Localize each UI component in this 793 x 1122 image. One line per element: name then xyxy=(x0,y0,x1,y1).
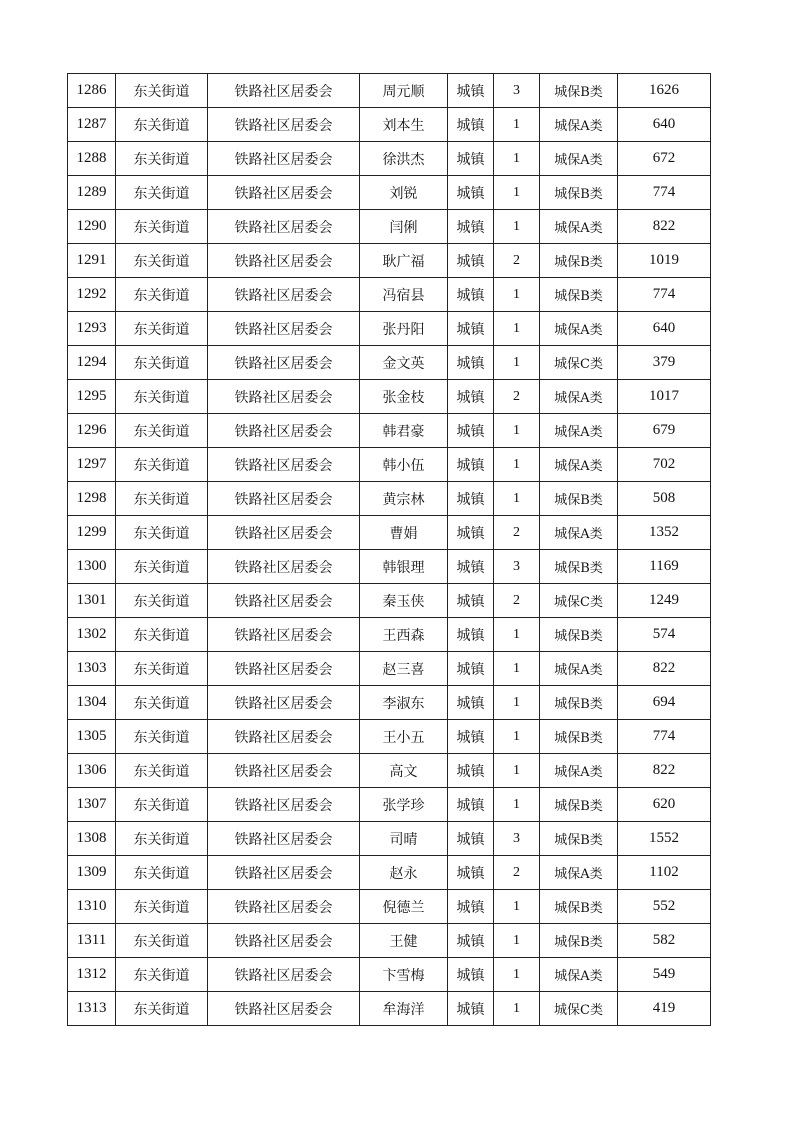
community-cell: 铁路社区居委会 xyxy=(208,244,360,278)
category-cell: 城保B类 xyxy=(540,74,618,108)
community-cell: 铁路社区居委会 xyxy=(208,686,360,720)
record-id-cell: 1287 xyxy=(68,108,116,142)
record-id-cell: 1304 xyxy=(68,686,116,720)
person-name-cell: 赵三喜 xyxy=(360,652,448,686)
category-cell: 城保C类 xyxy=(540,346,618,380)
person-name-cell: 金文英 xyxy=(360,346,448,380)
amount-cell: 1552 xyxy=(618,822,711,856)
category-cell: 城保B类 xyxy=(540,788,618,822)
area-type-cell: 城镇 xyxy=(448,142,494,176)
person-name-cell: 刘锐 xyxy=(360,176,448,210)
record-id-cell: 1311 xyxy=(68,924,116,958)
street-cell: 东关街道 xyxy=(116,210,208,244)
area-type-cell: 城镇 xyxy=(448,788,494,822)
community-cell: 铁路社区居委会 xyxy=(208,482,360,516)
community-cell: 铁路社区居委会 xyxy=(208,856,360,890)
category-cell: 城保A类 xyxy=(540,652,618,686)
household-count-cell: 1 xyxy=(494,142,540,176)
amount-cell: 822 xyxy=(618,652,711,686)
amount-cell: 1017 xyxy=(618,380,711,414)
category-cell: 城保B类 xyxy=(540,720,618,754)
household-count-cell: 1 xyxy=(494,754,540,788)
community-cell: 铁路社区居委会 xyxy=(208,652,360,686)
record-id-cell: 1293 xyxy=(68,312,116,346)
street-cell: 东关街道 xyxy=(116,584,208,618)
household-count-cell: 1 xyxy=(494,958,540,992)
household-count-cell: 1 xyxy=(494,686,540,720)
category-cell: 城保B类 xyxy=(540,924,618,958)
record-id-cell: 1303 xyxy=(68,652,116,686)
record-id-cell: 1299 xyxy=(68,516,116,550)
street-cell: 东关街道 xyxy=(116,380,208,414)
community-cell: 铁路社区居委会 xyxy=(208,788,360,822)
person-name-cell: 王小五 xyxy=(360,720,448,754)
amount-cell: 822 xyxy=(618,210,711,244)
street-cell: 东关街道 xyxy=(116,686,208,720)
category-cell: 城保B类 xyxy=(540,822,618,856)
person-name-cell: 韩君豪 xyxy=(360,414,448,448)
table-row xyxy=(68,652,711,686)
amount-cell: 822 xyxy=(618,754,711,788)
table-row xyxy=(68,414,711,448)
household-count-cell: 1 xyxy=(494,346,540,380)
table-row xyxy=(68,380,711,414)
category-cell: 城保B类 xyxy=(540,618,618,652)
record-id-cell: 1298 xyxy=(68,482,116,516)
area-type-cell: 城镇 xyxy=(448,856,494,890)
person-name-cell: 张学珍 xyxy=(360,788,448,822)
record-id-cell: 1312 xyxy=(68,958,116,992)
person-name-cell: 高文 xyxy=(360,754,448,788)
table-row xyxy=(68,448,711,482)
street-cell: 东关街道 xyxy=(116,720,208,754)
table-row xyxy=(68,890,711,924)
amount-cell: 549 xyxy=(618,958,711,992)
amount-cell: 702 xyxy=(618,448,711,482)
record-id-cell: 1297 xyxy=(68,448,116,482)
amount-cell: 508 xyxy=(618,482,711,516)
person-name-cell: 倪德兰 xyxy=(360,890,448,924)
street-cell: 东关街道 xyxy=(116,142,208,176)
table-row xyxy=(68,244,711,278)
street-cell: 东关街道 xyxy=(116,788,208,822)
community-cell: 铁路社区居委会 xyxy=(208,414,360,448)
amount-cell: 1019 xyxy=(618,244,711,278)
community-cell: 铁路社区居委会 xyxy=(208,142,360,176)
area-type-cell: 城镇 xyxy=(448,924,494,958)
community-cell: 铁路社区居委会 xyxy=(208,108,360,142)
table-row xyxy=(68,482,711,516)
table-row xyxy=(68,686,711,720)
person-name-cell: 秦玉侠 xyxy=(360,584,448,618)
amount-cell: 574 xyxy=(618,618,711,652)
table-row xyxy=(68,516,711,550)
area-type-cell: 城镇 xyxy=(448,754,494,788)
person-name-cell: 韩银理 xyxy=(360,550,448,584)
category-cell: 城保A类 xyxy=(540,516,618,550)
table-row xyxy=(68,822,711,856)
amount-cell: 679 xyxy=(618,414,711,448)
community-cell: 铁路社区居委会 xyxy=(208,312,360,346)
amount-cell: 774 xyxy=(618,720,711,754)
category-cell: 城保B类 xyxy=(540,482,618,516)
street-cell: 东关街道 xyxy=(116,822,208,856)
person-name-cell: 闫俐 xyxy=(360,210,448,244)
table-row xyxy=(68,720,711,754)
amount-cell: 1169 xyxy=(618,550,711,584)
category-cell: 城保B类 xyxy=(540,278,618,312)
household-count-cell: 2 xyxy=(494,244,540,278)
category-cell: 城保A类 xyxy=(540,380,618,414)
amount-cell: 774 xyxy=(618,176,711,210)
table-row xyxy=(68,754,711,788)
street-cell: 东关街道 xyxy=(116,176,208,210)
table-row xyxy=(68,550,711,584)
street-cell: 东关街道 xyxy=(116,346,208,380)
area-type-cell: 城镇 xyxy=(448,720,494,754)
community-cell: 铁路社区居委会 xyxy=(208,720,360,754)
area-type-cell: 城镇 xyxy=(448,346,494,380)
amount-cell: 582 xyxy=(618,924,711,958)
household-count-cell: 1 xyxy=(494,924,540,958)
household-count-cell: 1 xyxy=(494,278,540,312)
area-type-cell: 城镇 xyxy=(448,380,494,414)
amount-cell: 1626 xyxy=(618,74,711,108)
community-cell: 铁路社区居委会 xyxy=(208,754,360,788)
street-cell: 东关街道 xyxy=(116,550,208,584)
household-count-cell: 1 xyxy=(494,108,540,142)
community-cell: 铁路社区居委会 xyxy=(208,992,360,1026)
community-cell: 铁路社区居委会 xyxy=(208,822,360,856)
record-id-cell: 1300 xyxy=(68,550,116,584)
area-type-cell: 城镇 xyxy=(448,414,494,448)
household-count-cell: 2 xyxy=(494,516,540,550)
record-id-cell: 1286 xyxy=(68,74,116,108)
community-cell: 铁路社区居委会 xyxy=(208,380,360,414)
community-cell: 铁路社区居委会 xyxy=(208,210,360,244)
area-type-cell: 城镇 xyxy=(448,108,494,142)
area-type-cell: 城镇 xyxy=(448,210,494,244)
street-cell: 东关街道 xyxy=(116,448,208,482)
area-type-cell: 城镇 xyxy=(448,686,494,720)
person-name-cell: 李淑东 xyxy=(360,686,448,720)
person-name-cell: 刘本生 xyxy=(360,108,448,142)
area-type-cell: 城镇 xyxy=(448,74,494,108)
household-count-cell: 3 xyxy=(494,550,540,584)
amount-cell: 1249 xyxy=(618,584,711,618)
community-cell: 铁路社区居委会 xyxy=(208,74,360,108)
category-cell: 城保C类 xyxy=(540,992,618,1026)
street-cell: 东关街道 xyxy=(116,754,208,788)
category-cell: 城保A类 xyxy=(540,312,618,346)
table-row xyxy=(68,924,711,958)
street-cell: 东关街道 xyxy=(116,244,208,278)
community-cell: 铁路社区居委会 xyxy=(208,958,360,992)
person-name-cell: 周元顺 xyxy=(360,74,448,108)
record-id-cell: 1302 xyxy=(68,618,116,652)
person-name-cell: 耿广福 xyxy=(360,244,448,278)
category-cell: 城保B类 xyxy=(540,686,618,720)
person-name-cell: 卞雪梅 xyxy=(360,958,448,992)
household-count-cell: 1 xyxy=(494,652,540,686)
record-id-cell: 1301 xyxy=(68,584,116,618)
amount-cell: 620 xyxy=(618,788,711,822)
amount-cell: 672 xyxy=(618,142,711,176)
record-id-cell: 1308 xyxy=(68,822,116,856)
person-name-cell: 韩小伍 xyxy=(360,448,448,482)
street-cell: 东关街道 xyxy=(116,312,208,346)
household-count-cell: 1 xyxy=(494,210,540,244)
record-id-cell: 1310 xyxy=(68,890,116,924)
household-count-cell: 2 xyxy=(494,584,540,618)
household-count-cell: 3 xyxy=(494,74,540,108)
category-cell: 城保C类 xyxy=(540,584,618,618)
household-count-cell: 2 xyxy=(494,856,540,890)
record-id-cell: 1307 xyxy=(68,788,116,822)
area-type-cell: 城镇 xyxy=(448,584,494,618)
record-id-cell: 1288 xyxy=(68,142,116,176)
table-row xyxy=(68,278,711,312)
community-cell: 铁路社区居委会 xyxy=(208,618,360,652)
person-name-cell: 赵永 xyxy=(360,856,448,890)
area-type-cell: 城镇 xyxy=(448,176,494,210)
table-row xyxy=(68,74,711,108)
category-cell: 城保B类 xyxy=(540,244,618,278)
community-cell: 铁路社区居委会 xyxy=(208,516,360,550)
street-cell: 东关街道 xyxy=(116,890,208,924)
record-id-cell: 1290 xyxy=(68,210,116,244)
street-cell: 东关街道 xyxy=(116,652,208,686)
area-type-cell: 城镇 xyxy=(448,482,494,516)
area-type-cell: 城镇 xyxy=(448,278,494,312)
record-id-cell: 1306 xyxy=(68,754,116,788)
amount-cell: 640 xyxy=(618,312,711,346)
street-cell: 东关街道 xyxy=(116,618,208,652)
category-cell: 城保B类 xyxy=(540,176,618,210)
category-cell: 城保B类 xyxy=(540,550,618,584)
record-id-cell: 1305 xyxy=(68,720,116,754)
category-cell: 城保A类 xyxy=(540,142,618,176)
household-count-cell: 3 xyxy=(494,822,540,856)
household-count-cell: 1 xyxy=(494,720,540,754)
person-name-cell: 司晴 xyxy=(360,822,448,856)
person-name-cell: 王健 xyxy=(360,924,448,958)
street-cell: 东关街道 xyxy=(116,74,208,108)
person-name-cell: 张丹阳 xyxy=(360,312,448,346)
street-cell: 东关街道 xyxy=(116,992,208,1026)
record-id-cell: 1295 xyxy=(68,380,116,414)
street-cell: 东关街道 xyxy=(116,856,208,890)
community-cell: 铁路社区居委会 xyxy=(208,890,360,924)
amount-cell: 640 xyxy=(618,108,711,142)
table-row xyxy=(68,788,711,822)
record-id-cell: 1292 xyxy=(68,278,116,312)
record-id-cell: 1313 xyxy=(68,992,116,1026)
household-count-cell: 1 xyxy=(494,618,540,652)
person-name-cell: 徐洪杰 xyxy=(360,142,448,176)
area-type-cell: 城镇 xyxy=(448,652,494,686)
person-name-cell: 冯宿县 xyxy=(360,278,448,312)
record-id-cell: 1296 xyxy=(68,414,116,448)
person-name-cell: 张金枝 xyxy=(360,380,448,414)
household-count-cell: 2 xyxy=(494,380,540,414)
area-type-cell: 城镇 xyxy=(448,958,494,992)
area-type-cell: 城镇 xyxy=(448,992,494,1026)
table-body xyxy=(68,74,711,1026)
household-count-cell: 1 xyxy=(494,414,540,448)
table-row xyxy=(68,176,711,210)
record-id-cell: 1291 xyxy=(68,244,116,278)
community-cell: 铁路社区居委会 xyxy=(208,278,360,312)
street-cell: 东关街道 xyxy=(116,108,208,142)
table-row xyxy=(68,958,711,992)
table-row xyxy=(68,992,711,1026)
household-count-cell: 1 xyxy=(494,992,540,1026)
household-count-cell: 1 xyxy=(494,176,540,210)
community-cell: 铁路社区居委会 xyxy=(208,346,360,380)
category-cell: 城保A类 xyxy=(540,414,618,448)
person-name-cell: 王西森 xyxy=(360,618,448,652)
amount-cell: 1102 xyxy=(618,856,711,890)
amount-cell: 774 xyxy=(618,278,711,312)
amount-cell: 379 xyxy=(618,346,711,380)
amount-cell: 1352 xyxy=(618,516,711,550)
household-count-cell: 1 xyxy=(494,788,540,822)
street-cell: 东关街道 xyxy=(116,278,208,312)
person-name-cell: 牟海洋 xyxy=(360,992,448,1026)
area-type-cell: 城镇 xyxy=(448,550,494,584)
data-table xyxy=(67,73,711,1026)
street-cell: 东关街道 xyxy=(116,924,208,958)
category-cell: 城保A类 xyxy=(540,108,618,142)
table-row xyxy=(68,584,711,618)
amount-cell: 552 xyxy=(618,890,711,924)
record-id-cell: 1309 xyxy=(68,856,116,890)
table-row xyxy=(68,856,711,890)
table-row xyxy=(68,210,711,244)
table-row xyxy=(68,142,711,176)
community-cell: 铁路社区居委会 xyxy=(208,550,360,584)
household-count-cell: 1 xyxy=(494,890,540,924)
person-name-cell: 黄宗林 xyxy=(360,482,448,516)
community-cell: 铁路社区居委会 xyxy=(208,584,360,618)
person-name-cell: 曹娟 xyxy=(360,516,448,550)
table-row xyxy=(68,618,711,652)
area-type-cell: 城镇 xyxy=(448,822,494,856)
area-type-cell: 城镇 xyxy=(448,448,494,482)
area-type-cell: 城镇 xyxy=(448,312,494,346)
table-row xyxy=(68,346,711,380)
street-cell: 东关街道 xyxy=(116,958,208,992)
area-type-cell: 城镇 xyxy=(448,516,494,550)
area-type-cell: 城镇 xyxy=(448,618,494,652)
community-cell: 铁路社区居委会 xyxy=(208,924,360,958)
street-cell: 东关街道 xyxy=(116,482,208,516)
category-cell: 城保A类 xyxy=(540,856,618,890)
community-cell: 铁路社区居委会 xyxy=(208,448,360,482)
amount-cell: 694 xyxy=(618,686,711,720)
table-row xyxy=(68,108,711,142)
household-count-cell: 1 xyxy=(494,482,540,516)
category-cell: 城保A类 xyxy=(540,210,618,244)
amount-cell: 419 xyxy=(618,992,711,1026)
table-row xyxy=(68,312,711,346)
street-cell: 东关街道 xyxy=(116,414,208,448)
category-cell: 城保A类 xyxy=(540,448,618,482)
household-count-cell: 1 xyxy=(494,312,540,346)
area-type-cell: 城镇 xyxy=(448,890,494,924)
category-cell: 城保A类 xyxy=(540,754,618,788)
street-cell: 东关街道 xyxy=(116,516,208,550)
category-cell: 城保A类 xyxy=(540,958,618,992)
record-id-cell: 1294 xyxy=(68,346,116,380)
community-cell: 铁路社区居委会 xyxy=(208,176,360,210)
area-type-cell: 城镇 xyxy=(448,244,494,278)
category-cell: 城保B类 xyxy=(540,890,618,924)
household-count-cell: 1 xyxy=(494,448,540,482)
record-id-cell: 1289 xyxy=(68,176,116,210)
